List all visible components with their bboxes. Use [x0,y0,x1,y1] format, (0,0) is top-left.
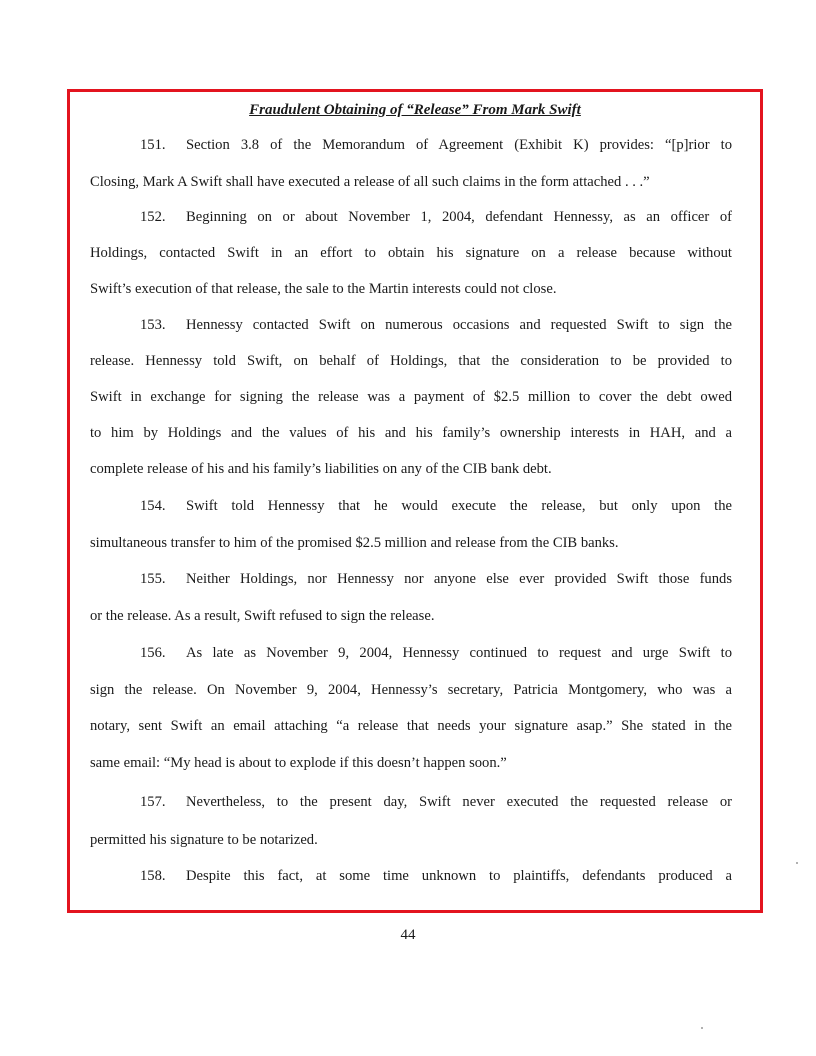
paragraph-151-line-2: Closing, Mark A Swift shall have executed a release of all such claims in the form attached . . .” [90,174,650,190]
paragraph-number: 153. [140,317,166,333]
paragraph-153-line-3: Swift in exchange for signing the release was a payment of $2.5 million to cover the debt owed [90,389,732,405]
scan-speck [701,1027,703,1029]
paragraph-number: 152. [140,209,166,225]
paragraph-157-line-2: permitted his signature to be notarized. [90,832,318,848]
paragraph-number: 151. [140,137,166,153]
paragraph-155-line-2: or the release. As a result, Swift refused to sign the release. [90,608,435,624]
paragraph-157-line-1: 157. Nevertheless, to the present day, Swift never executed the requested release or [140,794,732,810]
paragraph-152-line-3: Swift’s execution of that release, the sale to the Martin interests could not close. [90,281,557,297]
highlight-box [67,89,763,913]
paragraph-number: 157. [140,794,166,810]
paragraph-number: 154. [140,498,166,514]
page-number: 44 [400,927,416,943]
paragraph-number: 155. [140,571,166,587]
paragraph-156-line-2: sign the release. On November 9, 2004, Hennessy’s secretary, Patricia Montgomery, who was a [90,682,732,698]
paragraph-158-line-1: 158. Despite this fact, at some time unknown to plaintiffs, defendants produced a [140,868,732,884]
paragraph-153-line-1: 153. Hennessy contacted Swift on numerous occasions and requested Swift to sign the [140,317,732,333]
paragraph-154-line-1: 154. Swift told Hennessy that he would execute the release, but only upon the [140,498,732,514]
paragraph-153-line-4: to him by Holdings and the values of his and his family’s ownership interests in HAH, and a [90,425,732,441]
scan-speck [796,862,798,864]
paragraph-number: 158. [140,868,166,884]
section-heading: Fraudulent Obtaining of “Release” From Mark Swift [249,102,581,118]
paragraph-156-line-1: 156. As late as November 9, 2004, Hennessy continued to request and urge Swift to [140,645,732,661]
paragraph-152-line-1: 152. Beginning on or about November 1, 2004, defendant Hennessy, as an officer of [140,209,732,225]
paragraph-152-line-2: Holdings, contacted Swift in an effort to obtain his signature on a release because without [90,245,732,261]
paragraph-number: 156. [140,645,166,661]
paragraph-153-line-5: complete release of his and his family’s liabilities on any of the CIB bank debt. [90,461,552,477]
paragraph-154-line-2: simultaneous transfer to him of the promised $2.5 million and release from the CIB banks. [90,535,619,551]
paragraph-156-line-4: same email: “My head is about to explode if this doesn’t happen soon.” [90,755,507,771]
paragraph-155-line-1: 155. Neither Holdings, nor Hennessy nor anyone else ever provided Swift those funds [140,571,732,587]
paragraph-156-line-3: notary, sent Swift an email attaching “a release that needs your signature asap.” She stated in the [90,718,732,734]
paragraph-151-line-1: 151. Section 3.8 of the Memorandum of Agreement (Exhibit K) provides: “[p]rior to [140,137,732,153]
paragraph-153-line-2: release. Hennessy told Swift, on behalf of Holdings, that the consideration to be provided to [90,353,732,369]
